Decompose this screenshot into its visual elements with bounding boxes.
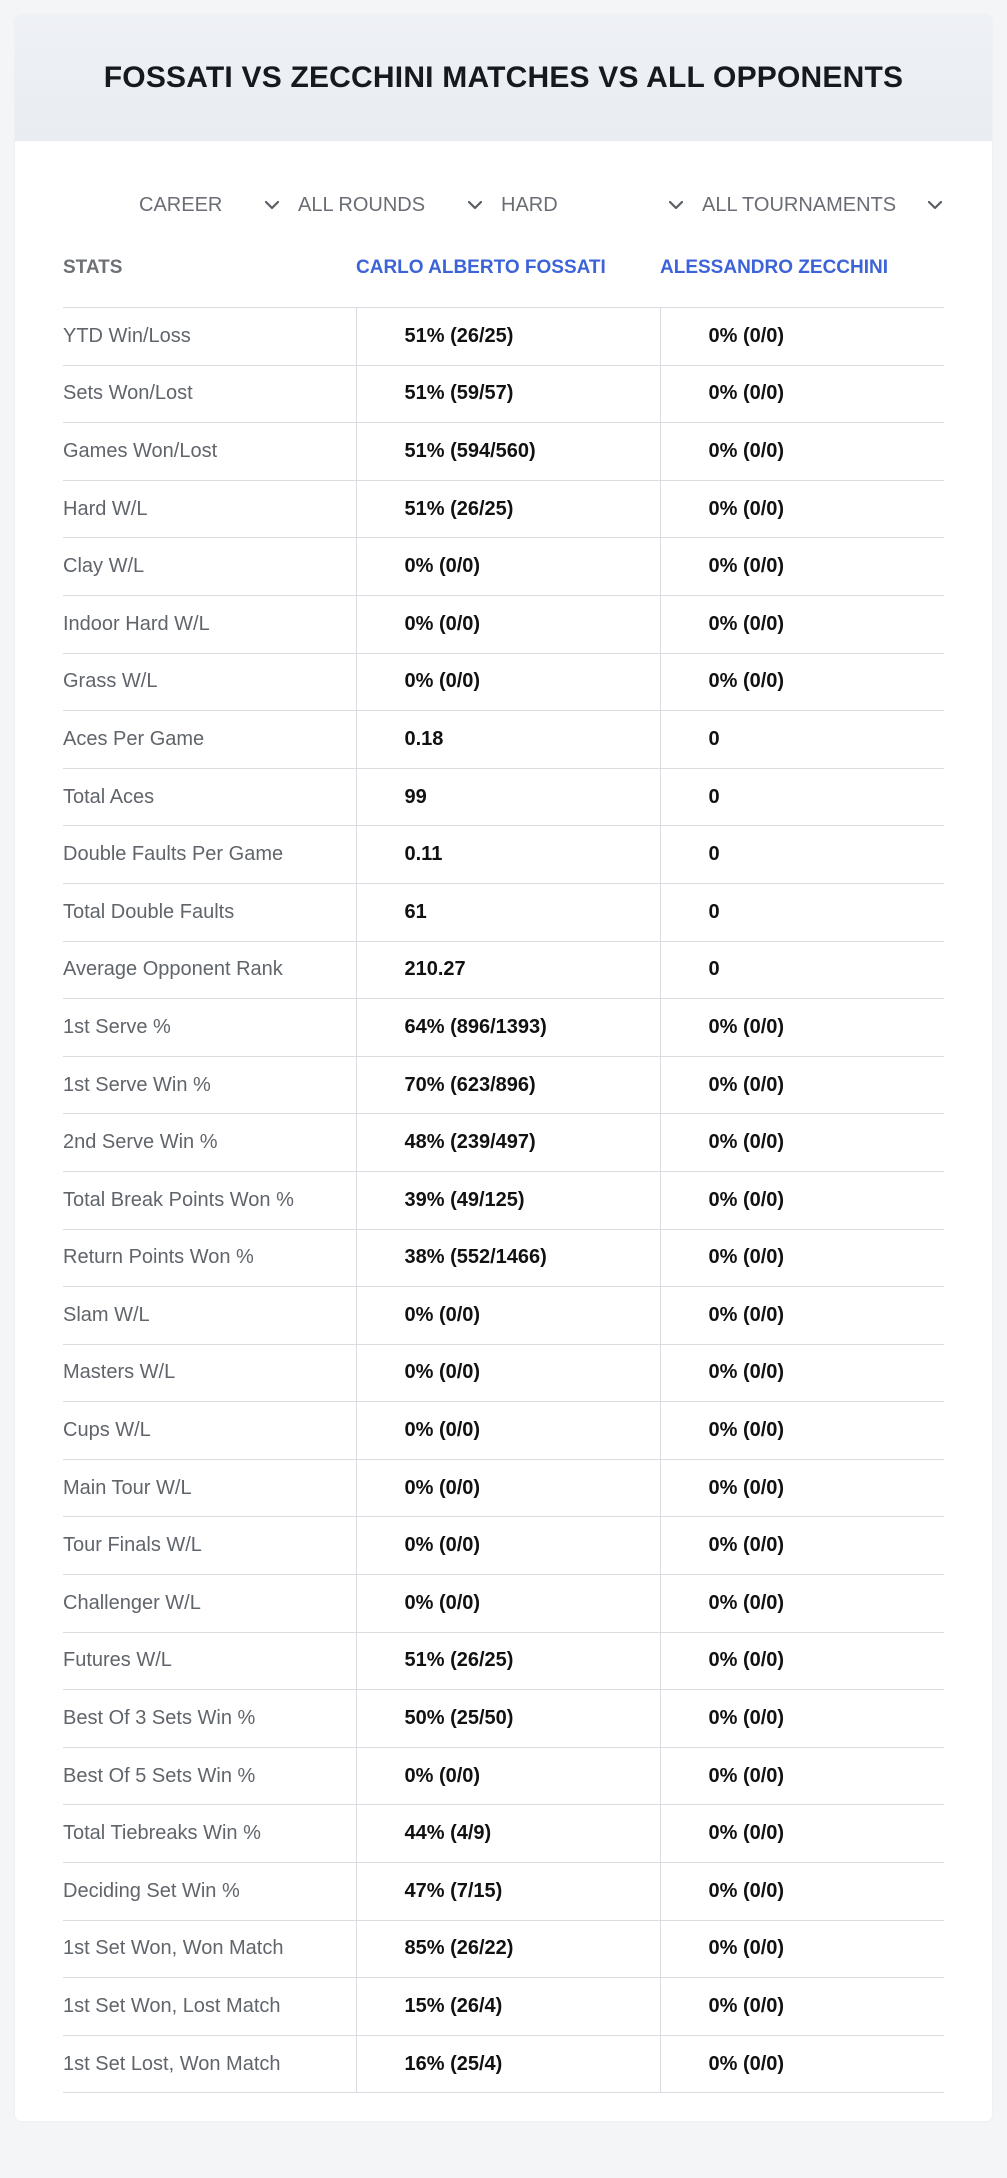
player2-stat-value: 0% (0/0) [660,1863,944,1921]
stat-label: Return Points Won % [63,1229,356,1287]
player2-stat-value: 0% (0/0) [660,1920,944,1978]
table-row [63,2035,944,2093]
player1-stat-value: 61 [356,883,660,941]
chevron-down-icon [667,196,685,214]
player1-stat-value: 47% (7/15) [356,1863,660,1921]
chevron-down-icon [466,196,484,214]
player2-stat-value: 0% (0/0) [660,1171,944,1229]
table-row [63,941,944,999]
player1-stat-value: 51% (26/25) [356,1632,660,1690]
player2-stat-value: 0% (0/0) [660,1344,944,1402]
player2-stat-value: 0% (0/0) [660,1402,944,1460]
table-row [63,1575,944,1633]
stat-label: Deciding Set Win % [63,1863,356,1921]
table-row [63,826,944,884]
page-title: FOSSATI VS ZECCHINI MATCHES VS ALL OPPONENTS [103,60,904,94]
player1-stat-value: 0% (0/0) [356,595,660,653]
player1-stat-value: 44% (4/9) [356,1805,660,1863]
player2-stat-value: 0% (0/0) [660,1114,944,1172]
tournaments-filter-label: ALL TOURNAMENTS [702,193,897,216]
table-row [63,1747,944,1805]
player1-stat-value: 50% (25/50) [356,1690,660,1748]
table-row [63,1114,944,1172]
table-row [63,1632,944,1690]
stat-label: Slam W/L [63,1287,356,1345]
career-filter-dropdown[interactable] [139,181,281,229]
table-row [63,1517,944,1575]
card-header [15,15,992,141]
table-row [63,999,944,1057]
player1-stat-value: 0% (0/0) [356,1517,660,1575]
stat-label: 1st Set Won, Lost Match [63,1978,356,2036]
player1-stat-value: 15% (26/4) [356,1978,660,2036]
stat-label: Futures W/L [63,1632,356,1690]
player2-stat-value: 0 [660,711,944,769]
stat-label: Double Faults Per Game [63,826,356,884]
player2-stat-value: 0% (0/0) [660,1575,944,1633]
player1-stat-value: 16% (25/4) [356,2035,660,2093]
player1-stat-value: 0.11 [356,826,660,884]
player2-stat-value: 0% (0/0) [660,1690,944,1748]
player2-stat-value: 0% (0/0) [660,1056,944,1114]
player2-stat-value: 0% (0/0) [660,1978,944,2036]
surface-filter-label: HARD [501,193,558,216]
player1-stat-value: 51% (59/57) [356,365,660,423]
table-row [63,365,944,423]
player2-stat-value: 0 [660,883,944,941]
player2-column-header[interactable]: ALESSANDRO ZECCHINI [660,241,944,308]
stat-label: Main Tour W/L [63,1459,356,1517]
player1-stat-value: 0% (0/0) [356,1402,660,1460]
player2-stat-value: 0% (0/0) [660,1229,944,1287]
career-filter-label: CAREER [139,193,223,216]
player2-stat-value: 0 [660,826,944,884]
stat-label: Best Of 3 Sets Win % [63,1690,356,1748]
player1-stat-value: 0% (0/0) [356,1287,660,1345]
player2-stat-value: 0% (0/0) [660,308,944,366]
player2-stat-value: 0% (0/0) [660,2035,944,2093]
player1-stat-value: 0.18 [356,711,660,769]
table-row [63,1056,944,1114]
stat-label: Cups W/L [63,1402,356,1460]
player1-stat-value: 85% (26/22) [356,1920,660,1978]
player1-stat-value: 51% (26/25) [356,308,660,366]
player1-stat-value: 0% (0/0) [356,653,660,711]
card-body [15,141,992,2121]
stat-label: Indoor Hard W/L [63,595,356,653]
stat-label: Games Won/Lost [63,423,356,481]
rounds-filter-dropdown[interactable] [298,181,484,229]
player1-stat-value: 70% (623/896) [356,1056,660,1114]
player1-stat-value: 99 [356,768,660,826]
player2-stat-value: 0% (0/0) [660,1287,944,1345]
stat-label: Hard W/L [63,480,356,538]
player2-stat-value: 0% (0/0) [660,1805,944,1863]
stat-label: Total Tiebreaks Win % [63,1805,356,1863]
table-row [63,1402,944,1460]
player1-stat-value: 38% (552/1466) [356,1229,660,1287]
table-row [63,1344,944,1402]
player2-stat-value: 0 [660,941,944,999]
table-row [63,1978,944,2036]
player1-stat-value: 51% (26/25) [356,480,660,538]
table-row [63,1690,944,1748]
table-row [63,653,944,711]
stat-label: Total Aces [63,768,356,826]
stat-label: Average Opponent Rank [63,941,356,999]
rounds-filter-label: ALL ROUNDS [298,193,426,216]
stats-table-body [63,308,944,2093]
player1-stat-value: 210.27 [356,941,660,999]
stat-label: Total Break Points Won % [63,1171,356,1229]
player2-stat-value: 0% (0/0) [660,365,944,423]
stat-label: Challenger W/L [63,1575,356,1633]
player2-stat-value: 0% (0/0) [660,480,944,538]
player2-stat-value: 0% (0/0) [660,999,944,1057]
stats-table [63,241,944,2093]
stats-card [15,15,992,2121]
stat-label: Tour Finals W/L [63,1517,356,1575]
table-row [63,1805,944,1863]
chevron-down-icon [926,196,944,214]
stat-label: 1st Set Won, Won Match [63,1920,356,1978]
stats-column-header: STATS [63,241,356,308]
table-row [63,595,944,653]
table-header-row [63,241,944,308]
stat-label: Clay W/L [63,538,356,596]
player1-stat-value: 0% (0/0) [356,1344,660,1402]
player1-stat-value: 0% (0/0) [356,538,660,596]
stat-label: Total Double Faults [63,883,356,941]
player2-stat-value: 0 [660,768,944,826]
player1-column-header[interactable]: CARLO ALBERTO FOSSATI [356,241,660,308]
table-row [63,1229,944,1287]
table-row [63,1459,944,1517]
surface-filter-dropdown[interactable] [501,181,685,229]
stat-label: Sets Won/Lost [63,365,356,423]
player1-stat-value: 0% (0/0) [356,1747,660,1805]
tournaments-filter-dropdown[interactable] [702,181,944,229]
stat-label: 1st Serve % [63,999,356,1057]
stat-label: 1st Set Lost, Won Match [63,2035,356,2093]
player2-stat-value: 0% (0/0) [660,595,944,653]
table-row [63,883,944,941]
table-row [63,1863,944,1921]
table-row [63,1920,944,1978]
player2-stat-value: 0% (0/0) [660,538,944,596]
player1-stat-value: 0% (0/0) [356,1459,660,1517]
table-row [63,308,944,366]
table-row [63,1171,944,1229]
player2-stat-value: 0% (0/0) [660,1747,944,1805]
filter-bar [63,181,944,229]
table-row [63,711,944,769]
stat-label: YTD Win/Loss [63,308,356,366]
chevron-down-icon [263,196,281,214]
table-row [63,423,944,481]
stat-label: Masters W/L [63,1344,356,1402]
player1-stat-value: 39% (49/125) [356,1171,660,1229]
player2-stat-value: 0% (0/0) [660,1517,944,1575]
player1-stat-value: 64% (896/1393) [356,999,660,1057]
player2-stat-value: 0% (0/0) [660,653,944,711]
stat-label: Grass W/L [63,653,356,711]
table-row [63,538,944,596]
stat-label: 2nd Serve Win % [63,1114,356,1172]
player1-stat-value: 48% (239/497) [356,1114,660,1172]
table-row [63,768,944,826]
stat-label: Best Of 5 Sets Win % [63,1747,356,1805]
player1-stat-value: 51% (594/560) [356,423,660,481]
player1-stat-value: 0% (0/0) [356,1575,660,1633]
player2-stat-value: 0% (0/0) [660,423,944,481]
table-row [63,1287,944,1345]
stat-label: 1st Serve Win % [63,1056,356,1114]
stat-label: Aces Per Game [63,711,356,769]
player2-stat-value: 0% (0/0) [660,1459,944,1517]
table-row [63,480,944,538]
player2-stat-value: 0% (0/0) [660,1632,944,1690]
